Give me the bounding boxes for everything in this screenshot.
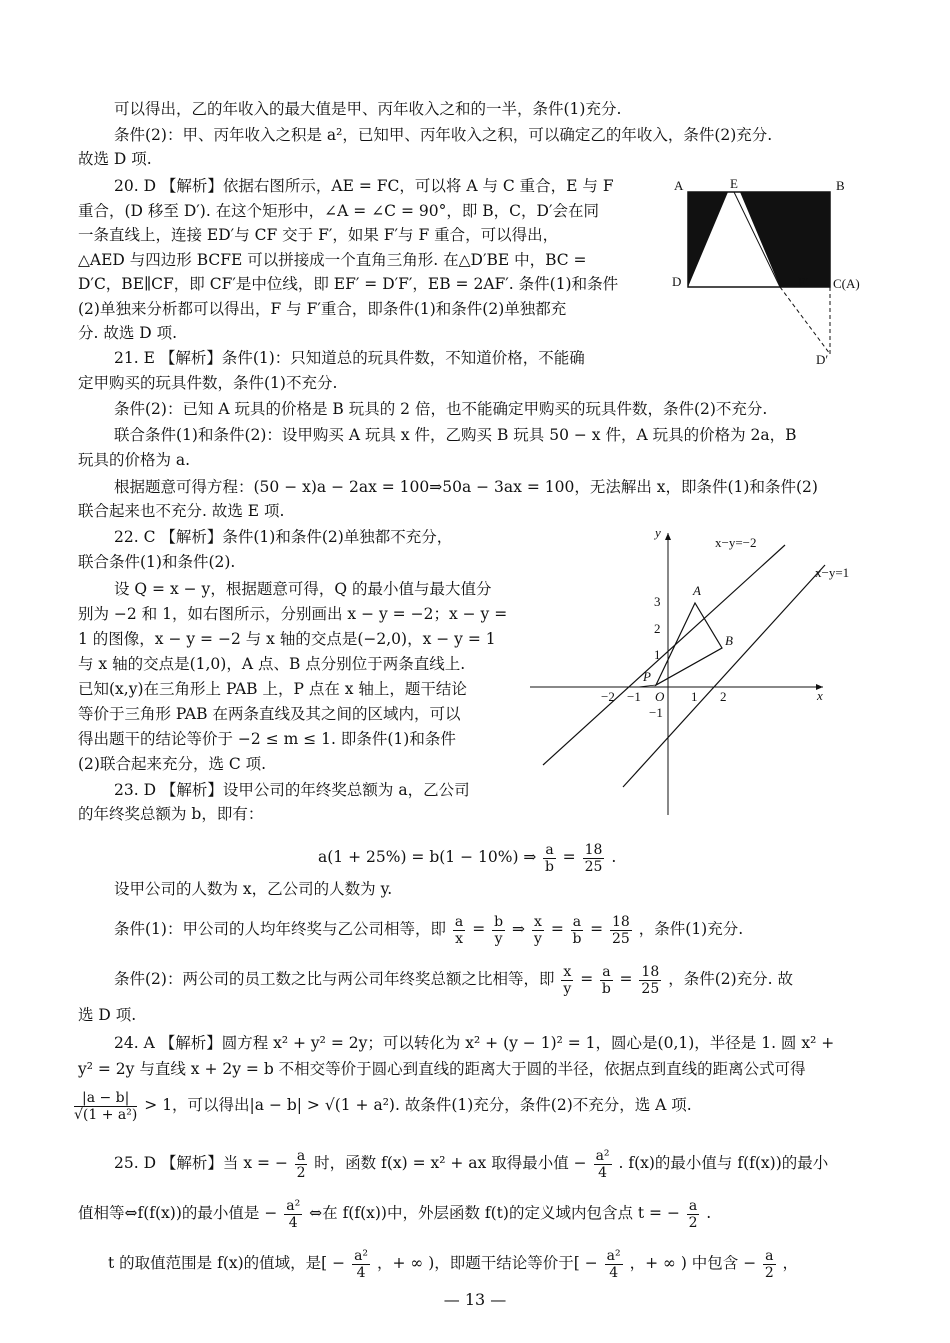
tick-x: 1 <box>691 689 698 704</box>
q22-line: (2)联合起来充分，选 C 项. <box>78 755 267 773</box>
frac-den: 2 <box>296 1164 306 1181</box>
q25-line-b <box>78 1196 711 1231</box>
frac-den: √(1 + a²) <box>74 1106 138 1123</box>
frac-den: 4 <box>288 1214 298 1231</box>
fraction <box>561 964 573 997</box>
q22-line: 22. C 【解析】条件(1)和条件(2)单独都不充分， <box>114 528 453 546</box>
rectangle-figure <box>668 172 868 372</box>
frac-den: 4 <box>356 1264 366 1281</box>
eq-sign: = <box>619 970 633 988</box>
tick-y: −1 <box>649 705 663 720</box>
frac-den: 4 <box>598 1164 608 1181</box>
frac-den: y <box>533 930 542 947</box>
fraction <box>594 1148 612 1181</box>
frac-den: 25 <box>584 858 603 875</box>
text-line: 可以得出，乙的年收入的最大值是甲、丙年收入之和的一半，条件(1)充分. <box>114 100 622 118</box>
label-d-prime: D′ <box>816 352 829 367</box>
tick-x: −1 <box>627 689 641 704</box>
c2-text: 条件(2)：两公司的员工数之比与两公司年终奖总额之比相等，即 <box>114 970 555 988</box>
fraction <box>284 1198 302 1231</box>
fraction <box>639 964 661 997</box>
text-line: 故选 D 项. <box>78 150 152 168</box>
q22-line: 已知(x,y)在三角形上 PAB 上，P 点在 x 轴上，题干结论 <box>78 680 467 698</box>
q20-line: 重合，(D 移至 D′). 在这个矩形中，∠A = ∠C = 90°，即 B，C，D′会在同 <box>78 202 599 220</box>
q25-text: 时，函数 f(x) = x² + ax 取得最小值 − <box>314 1154 587 1172</box>
q22-line: 别为 −2 和 1，如右图所示，分别画出 x − y = −2；x − y = <box>78 605 508 623</box>
eq-text: . <box>611 848 617 866</box>
q25-text: ，+ ∞ ) 中包含 − <box>629 1254 757 1272</box>
line1-label: x−y=−2 <box>715 535 757 550</box>
point-p-label: P <box>643 669 651 684</box>
q22-line: 设 Q = x − y，根据题意可得，Q 的最小值与最大值分 <box>114 580 492 598</box>
eq-sign: = <box>472 920 486 938</box>
q23-line: 的年终奖总额为 b，即有： <box>78 805 264 823</box>
fraction <box>295 1148 307 1181</box>
fraction <box>532 914 544 947</box>
q21-line: 玩具的价格为 a. <box>78 451 191 469</box>
y-axis-arrow <box>665 533 671 540</box>
q20-line: (2)单独来分析都可以得出，F 与 F′重合，即条件(1)和条件(2)单独都充 <box>78 300 567 318</box>
q23-line: 选 D 项. <box>78 1006 137 1024</box>
frac-den: y <box>494 930 503 947</box>
c1-text: ，条件(1)充分. <box>638 920 744 938</box>
frac-num: x <box>533 913 542 930</box>
frac-den: x <box>455 930 464 947</box>
q20-line: D′C，BE∥CF，即 CF′是中位线，即 EF′ = D′F′，EB = 2AF′. 条件(1)和条件 <box>78 275 619 293</box>
q20-line: △AED 与四边形 BCFE 可以拼接成一个直角三角形. 在△D′BE 中，BC = <box>78 251 587 269</box>
frac-num: a <box>688 1197 698 1214</box>
q23-line: 设甲公司的人数为 x，乙公司的人数为 y. <box>114 880 393 898</box>
q21-line: 定甲购买的玩具件数，条件(1)不充分. <box>78 374 338 392</box>
frac-num: a <box>454 913 464 930</box>
tick-x: 2 <box>720 689 727 704</box>
frac-num: a² <box>354 1247 369 1264</box>
q22-line: 得出题干的结论等价于 −2 ≤ m ≤ 1. 即条件(1)和条件 <box>78 730 456 748</box>
frac-den: b <box>545 858 555 875</box>
line-x-minus-y-eq-neg2 <box>543 545 785 765</box>
fraction <box>543 842 555 875</box>
q22-line: 与 x 轴的交点是(1,0)，A 点、B 点分别位于两条直线上. <box>78 655 466 673</box>
fraction <box>571 914 583 947</box>
condition-1 <box>114 912 743 947</box>
point-b-label: B <box>725 633 733 648</box>
frac-den: b <box>601 980 611 997</box>
tick-x: −2 <box>601 689 615 704</box>
q25-text: 值相等⇔f(f(x))的最小值是 − <box>78 1204 278 1222</box>
tick-y: 3 <box>654 594 661 609</box>
q25-line-a <box>114 1146 828 1181</box>
label-b: B <box>836 178 845 193</box>
q25-text: . f(x)的最小值与 f(f(x))的最小 <box>618 1154 829 1172</box>
fraction <box>610 914 632 947</box>
tick-y: 1 <box>654 647 661 662</box>
eq-text: = <box>562 848 576 866</box>
label-c: C(A) <box>833 276 860 291</box>
q20-line: 分. 故选 D 项. <box>78 324 178 342</box>
frac-den: 2 <box>688 1214 698 1231</box>
fraction <box>600 964 612 997</box>
fraction <box>687 1198 699 1231</box>
q21-line: 联合条件(1)和条件(2)：设甲购买 A 玩具 x 件，乙购买 B 玩具 50 − x 件，A 玩具的价格为 2a，B <box>114 426 797 444</box>
triangle-pab <box>656 603 722 685</box>
frac-den: 4 <box>609 1264 619 1281</box>
label-e: E <box>730 176 738 191</box>
q21-line: 根据题意可得方程：(50 − x)a − 2ax = 100⇒50a − 3ax = 100，无法解出 x，即条件(1)和条件(2) <box>114 478 818 496</box>
fraction <box>453 914 465 947</box>
frac-num: a <box>545 841 554 858</box>
fraction <box>352 1248 370 1281</box>
frac-den: 2 <box>764 1264 774 1281</box>
frac-den: y <box>563 980 572 997</box>
q22-line: 等价于三角形 PAB 在两条直线及其之间的区域内，可以 <box>78 705 461 723</box>
frac-num: a <box>296 1147 306 1164</box>
origin-label: O <box>655 689 665 704</box>
fraction <box>605 1248 623 1281</box>
q25-text: ， <box>782 1254 798 1272</box>
text-line: 条件(2)：甲、丙年收入之积是 a²，已知甲、丙年收入之积，可以确定乙的年收入，条件(2)充分. <box>114 126 773 144</box>
q21-line: 联合起来也不充分. 故选 E 项. <box>78 502 285 520</box>
frac-den: 25 <box>612 930 630 947</box>
coordinate-figure <box>525 525 850 820</box>
label-d: D <box>672 274 682 289</box>
fraction <box>492 914 505 947</box>
c2-text: ，条件(2)充分. 故 <box>668 970 793 988</box>
frac-num: 18 <box>612 913 630 930</box>
frac-num: a² <box>286 1197 301 1214</box>
frac-num: a <box>572 913 582 930</box>
dashed-fd <box>780 287 830 354</box>
x-label: x <box>817 688 823 703</box>
q25-text: 25. D 【解析】当 x = − <box>114 1154 288 1172</box>
q24-distance <box>72 1088 692 1123</box>
point-a-label: A <box>693 583 701 598</box>
q20-line: 20. D 【解析】依据右图所示，AE = FC，可以将 A 与 C 重合，E 与 F <box>114 177 614 195</box>
fraction <box>74 1090 137 1123</box>
condition-2 <box>114 962 793 997</box>
eq-sign: = <box>550 920 564 938</box>
frac-num: x <box>563 963 572 980</box>
arrow: ⇒ <box>512 920 526 938</box>
q20-line: 一条直线上，连接 ED′与 CF 交于 F′，如果 F′与 F 重合，可以得出， <box>78 226 559 244</box>
label-f-prime: F′ <box>798 274 809 289</box>
q24-line: y² = 2y 与直线 x + 2y = b 不相交等价于圆心到直线的距离大于圆的半径，依据点到直线的距离公式可得 <box>78 1060 806 1078</box>
frac-num: 18 <box>584 841 603 858</box>
frac-num: a <box>765 1247 774 1264</box>
q24-line: 24. A 【解析】圆方程 x² + y² = 2y；可以转化为 x² + (y − 1)² = 1，圆心是(0,1)，半径是 1. 圆 x² + <box>114 1034 835 1052</box>
q25-text: ⇔在 f(f(x))中，外层函数 f(t)的定义域内包含点 t = − <box>309 1204 680 1222</box>
q21-line: 条件(2)：已知 A 玩具的价格是 B 玩具的 2 倍，也不能确定甲购买的玩具件数，条件(2)不充分. <box>114 400 768 418</box>
fraction <box>763 1248 775 1281</box>
eq-sign: = <box>580 970 594 988</box>
tick-y: 2 <box>654 621 661 636</box>
q22-line: 1 的图像，x − y = −2 与 x 轴的交点是(−2,0)，x − y = 1 <box>78 630 496 648</box>
c1-text: 条件(1)：甲公司的人均年终奖与乙公司相等，即 <box>114 920 446 938</box>
label-a: A <box>674 178 684 193</box>
page-number: — 13 — <box>443 1290 507 1309</box>
q25-line-c <box>108 1246 798 1281</box>
frac-den: 25 <box>641 980 660 997</box>
frac-num: a² <box>595 1147 610 1164</box>
q24-text: > 1，可以得出|a − b| > √(1 + a²). 故条件(1)充分，条件(2)不充分，选 A 项. <box>144 1096 692 1114</box>
q25-text: . <box>706 1204 712 1222</box>
line2-label: x−y=1 <box>815 565 850 580</box>
q25-text: ，+ ∞ )，即题干结论等价于[ − <box>376 1254 598 1272</box>
frac-num: a <box>602 963 611 980</box>
frac-num: 18 <box>641 963 660 980</box>
q25-text: t 的取值范围是 f(x)的值域，是[ − <box>108 1254 346 1272</box>
q23-line: 23. D 【解析】设甲公司的年终奖总额为 a，乙公司 <box>114 781 470 799</box>
frac-den: b <box>572 930 582 947</box>
y-label: y <box>655 525 661 540</box>
fraction <box>583 842 605 875</box>
q22-line: 联合条件(1)和条件(2). <box>78 553 236 571</box>
q21-line: 21. E 【解析】条件(1)：只知道总的玩具件数，不知道价格，不能确 <box>114 349 585 367</box>
frac-num: |a − b| <box>74 1090 137 1107</box>
frac-num: b <box>494 913 504 930</box>
eq-text: a(1 + 25%) = b(1 − 10%) ⇒ <box>318 848 537 866</box>
frac-num: a² <box>606 1247 621 1264</box>
eq-sign: = <box>590 920 604 938</box>
equation-23 <box>318 840 616 875</box>
